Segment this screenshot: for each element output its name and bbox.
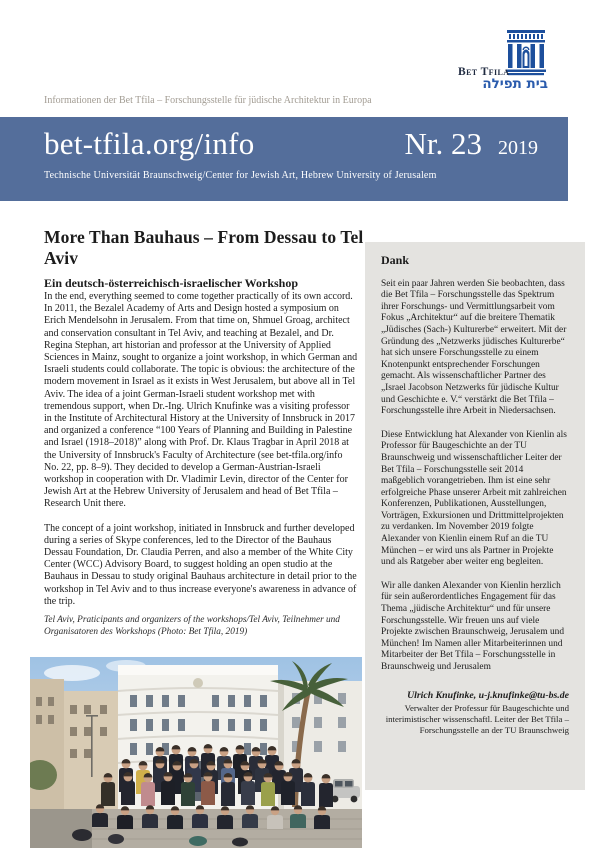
sidebar-heading: Dank xyxy=(381,253,410,267)
sidebar-paragraph: Seit ein paar Jahren werden Sie beobachten, dass die Bet Tfila – Forschungsstelle das Spektrum ihrer Forschungs- und Vermittlungsarbeit vom Fokus „Architektur“ auf die breitere Thematik „Jüdisches (Sach-) Kulturerbe“ erweitert. Mit der Gründung des „Netzwerks jüdisches Kulturerbe“ hat sich unsere Forschungsstelle zu einem Knotenpunkt entsprechender Forschungen gemacht. Als wissenschaftlicher Partner des „Israel Jacobson Netzwerks für jüdische Kultur und Geschichte e. V.“ verstärkt die Bet Tfila – Forschungsstelle ihre Arbeit in Niedersachsen. xyxy=(381,278,567,417)
contact-name-email: Ulrich Knufinke, u-j.knufinke@tu-bs.de xyxy=(407,689,569,701)
logo-wordmark: Bet Tfila xyxy=(458,66,510,78)
article-subtitle: Ein deutsch-österreichisch-israelischer Workshop xyxy=(44,276,299,290)
issue-number: Nr. 23 xyxy=(404,126,482,161)
contact-block xyxy=(381,690,569,736)
synagogue-facade-icon xyxy=(506,30,546,76)
sidebar-paragraph: Diese Entwicklung hat Alexander von Kienlin als Professor für Baugeschichte an der TU Braunschweig und wissenschaftlicher Leiter der Bet Tfila – Forschungsstelle seit 2014 maßgeblich vorangetrieben. Ihm ist eine sehr erfolgreiche Phase unserer Arbeit mit zahlreichen Konferenzen, Publikationen, Ausstellungen, Vorträgen, Exkursionen und Drittmittelprojekten zu verdanken. Im November 2019 folgte Alexander von Kienlin einem Ruf an die TU München – er wird uns als Partner in Projekte und als Ratgeber aber weiter eng begleiten. xyxy=(381,429,567,568)
workshop-group-photo xyxy=(30,657,362,848)
issue-year: 2019 xyxy=(498,137,538,159)
sidebar-paragraph: Wir alle danken Alexander von Kienlin herzlich für sein außerordentliches Engagement für das Thema „jüdische Architektur“ und für unsere Forschungsstelle. Wir freuen uns auf viele Projekte zwischen Braunschweig, Jerusalem und München! Im Namen aller Mitarbeiterinnen und Mitarbeiter der Bet Tfila – Forschungsstelle in Braunschweig und Jerusalem xyxy=(381,580,565,672)
article-header xyxy=(44,227,366,291)
sidebar-dank xyxy=(365,242,585,790)
masthead-banner xyxy=(0,117,568,201)
bet-tfila-logo xyxy=(458,30,548,96)
article-body xyxy=(44,291,358,613)
article-title: More Than Bauhaus – From Dessau to Tel Aviv xyxy=(44,227,364,268)
article-paragraph: The concept of a joint workshop, initiated in Innsbruck and further developed during a series of Skype conferences, led to the Director of the Bauhaus Dessau Foundation, Dr. Claudia Perren, and also a member of the White City Center (WCC) Advisory Board, to suggest holding an open studio at the Bauhaus in Dessau to study original Bauhaus architecture in detail prior to the workshop in Tel Aviv and to thus increase everyone's awareness in advance of the trip. xyxy=(44,522,357,607)
photo-caption: Tel Aviv, Praticipants and organizers of the workshops/Tel Aviv, Teilnehmer und Organisatoren des Workshops (Photo: Bet Tfila, 2019) xyxy=(44,615,340,637)
masthead-subtitle: Technische Universität Braunschweig/Center for Jewish Art, Hebrew University of Jerusalem xyxy=(44,170,437,181)
newsletter-tagline: Informationen der Bet Tfila – Forschungsstelle für jüdische Architektur in Europa xyxy=(44,95,372,106)
contact-role: Verwalter der Professur für Baugeschichte und interimistischer wissenschaftl. Leiter der Bet Tfila – Forschungsstelle an der TU Braunschweig xyxy=(385,703,569,735)
newsletter-title: bet-tfila.org/info xyxy=(44,126,255,161)
article-paragraph: In the end, everything seemed to come together practically of its own accord. In 2011, the Bezalel Academy of Arts and Design hosted a symposium on Erich Mendelsohn in Jerusalem. From that time on, Shmuel Groag, architect and conservation consultant in Tel Aviv, and teaching at Bezalel, and Dr. Regina Stephan, art historian and professor at the University of Applied Sciences in Mainz, sought to organize a joint workshop, in which German and Israeli students could collaborate. The topic is obvious: the architecture of the modern movement in Israel as it exists in West Jerusalem, but above all in Tel Aviv. The idea of a joint German-Israeli student workshop met with tremendous support, when Dr.-Ing. Ulrich Knufinke was a visiting professor in the Institute of Architectural History at the University of Innsbruck in 2017 and organized a conference “100 Years of Planning and Building in Palestine and Israel (1918–2018)” along with Prof. Dr. Klaus Tragbar in April 2018 at the University of Innsbruck's Faculty of Architecture (see bet-tfila.org/info No. 22, pp. 8–9). They decided to develop a German-Austrian-Israeli workshop in cooperation with Dr. Vladimir Levin, director of the Center for Jewish Art at the Hebrew University of Jerusalem and head of Bet Tfila – Research Unit there. xyxy=(44,291,358,510)
logo-hebrew-wordmark: בית תפילה xyxy=(482,76,548,92)
masthead-title-row xyxy=(44,126,538,162)
